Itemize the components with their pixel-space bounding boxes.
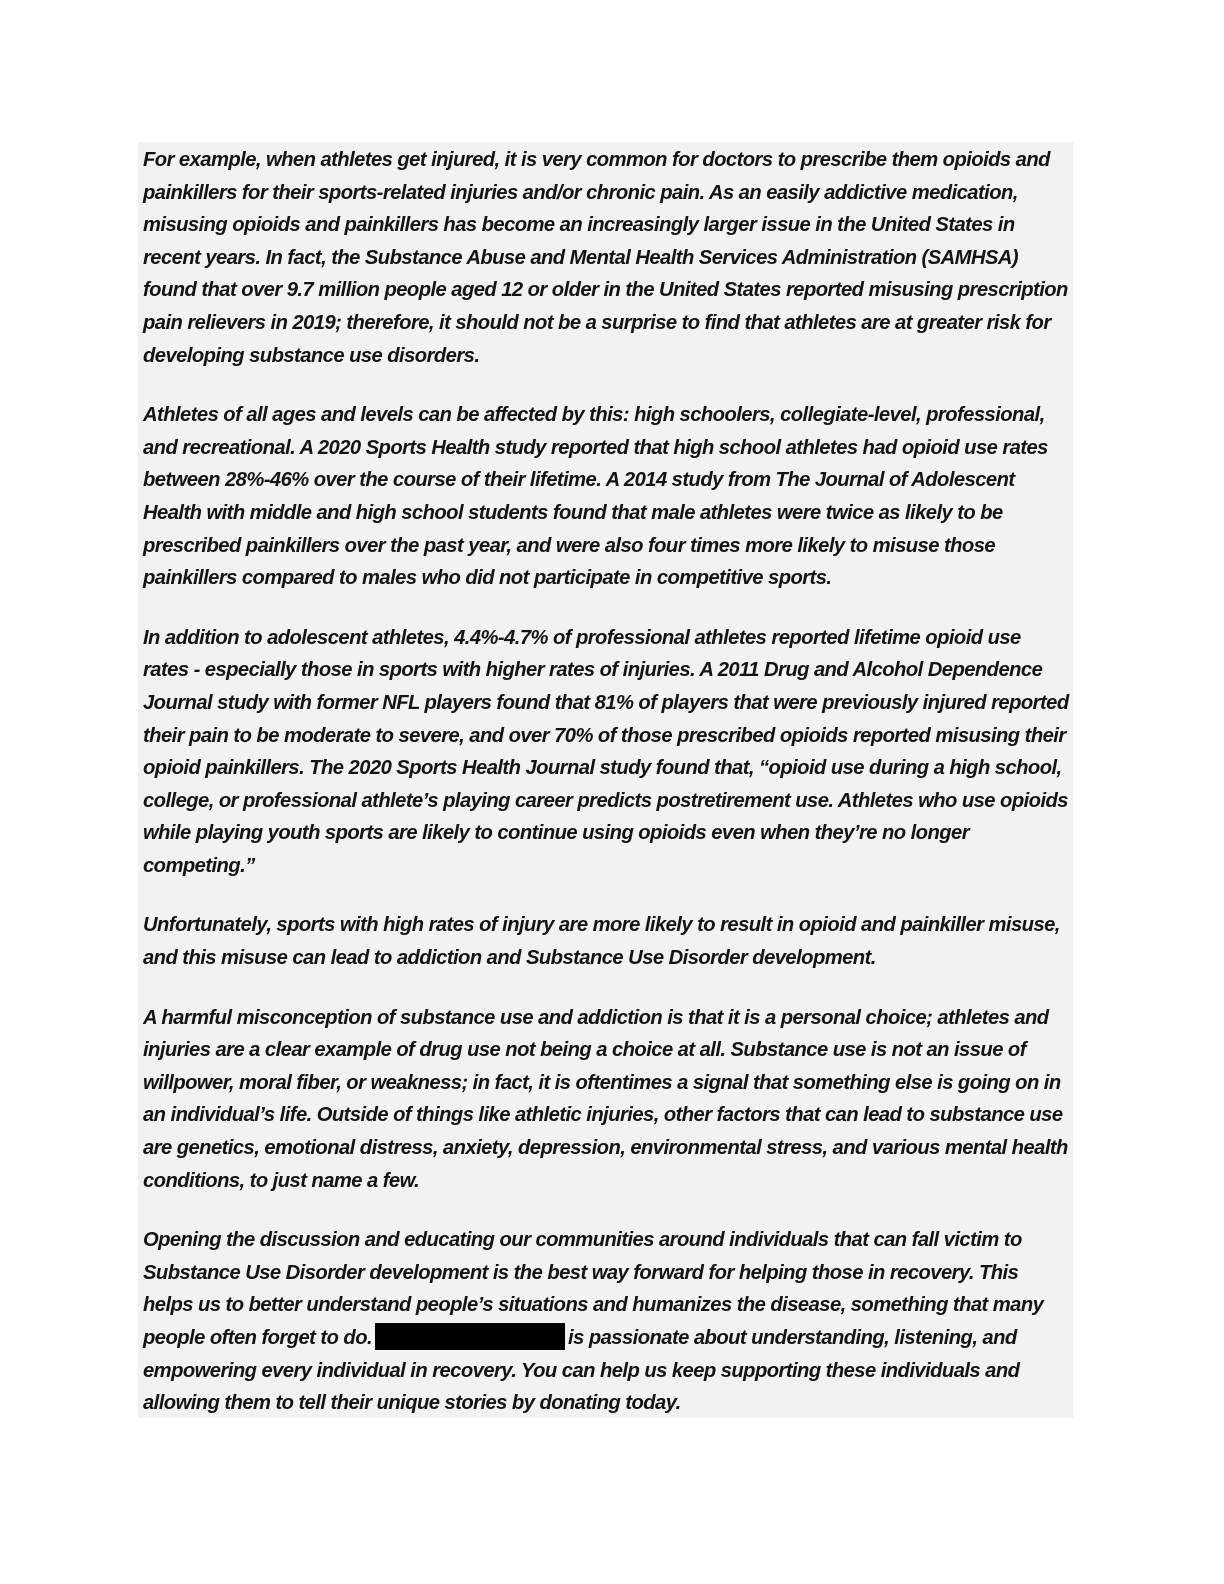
redaction-box <box>375 1323 565 1350</box>
text-block <box>138 142 1073 1418</box>
paragraph-misconception: A harmful misconception of substance use and addiction is that it is a personal choice; athletes and injuries are a clear example of drug use not being a choice at all. Substance use is not an issue of willpower, moral fiber, or weakness; in fact, it is oftentimes a signal that something else is going on in an individual’s life. Outside of things like athletic injuries, other factors that can lead to substance use are genetics, emotional distress, anxiety, depression, environmental stress, and various mental health conditions, to just name a few. <box>143 1006 1068 1192</box>
paragraph-opioid-prescriptions: For example, when athletes get injured, it is very common for doctors to prescribe them opioids and painkillers for their sports-related injuries and/or chronic pain. As an easily addictive medication, misusing opioids and painkillers has become an increasingly larger issue in the United States in recent years. In fact, the Substance Abuse and Mental Health Services Administration (SAMHSA) found that over 9.7 million people aged 12 or older in the United States reported misusing prescription pain relievers in 2019; therefore, it should not be a surprise to find that athletes are at greater risk for developing substance use disorders. <box>143 149 1068 367</box>
paragraph-professional-athletes: In addition to adolescent athletes, 4.4%-4.7% of professional athletes reported lifetime opioid use rates - especially those in sports with higher rates of injuries. A 2011 Drug and Alcohol Dependence Journal study with former NFL players found that 81% of players that were previously injured reported their pain to be moderate to severe, and over 70% of those prescribed opioids reported misusing their opioid painkillers. The 2020 Sports Health Journal study found that, “opioid use during a high school, college, or professional athlete’s playing career predicts postretirement use. Athletes who use opioids while playing youth sports are likely to continue using opioids even when they’re no longer competing.” <box>143 626 1069 877</box>
paragraph-athlete-ages-levels: Athletes of all ages and levels can be affected by this: high schoolers, collegiate-level, professional, and recreational. A 2020 Sports Health study reported that high school athletes had opioid use rates between 28%-46% over the course of their lifetime. A 2014 study from The Journal of Adolescent Health with middle and high school students found that male athletes were twice as likely to be prescribed painkillers over the past year, and were also four times more likely to misuse those painkillers compared to males who did not participate in competitive sports. <box>143 404 1048 590</box>
paragraph-closing <box>143 1224 1069 1420</box>
paragraph-injury-rates: Unfortunately, sports with high rates of injury are more likely to result in opioid and painkiller misuse, and this misuse can lead to addiction and Substance Use Disorder development. <box>143 914 1060 970</box>
closing-text-before-redaction: Opening the discussion and educating our communities around individuals that can fall victim to Substance Use Disorder development is the best way forward for helping those in recovery. This helps us to better understand people’s situations and humanizes the disease, something that many people often forget to do. <box>143 1229 1044 1349</box>
closing-text-after-redaction: is passionate about understanding, listening, and empowering every individual in recovery. You can help us keep supporting these individuals and allowing them to tell their unique stories by donating today. <box>143 1327 1020 1415</box>
